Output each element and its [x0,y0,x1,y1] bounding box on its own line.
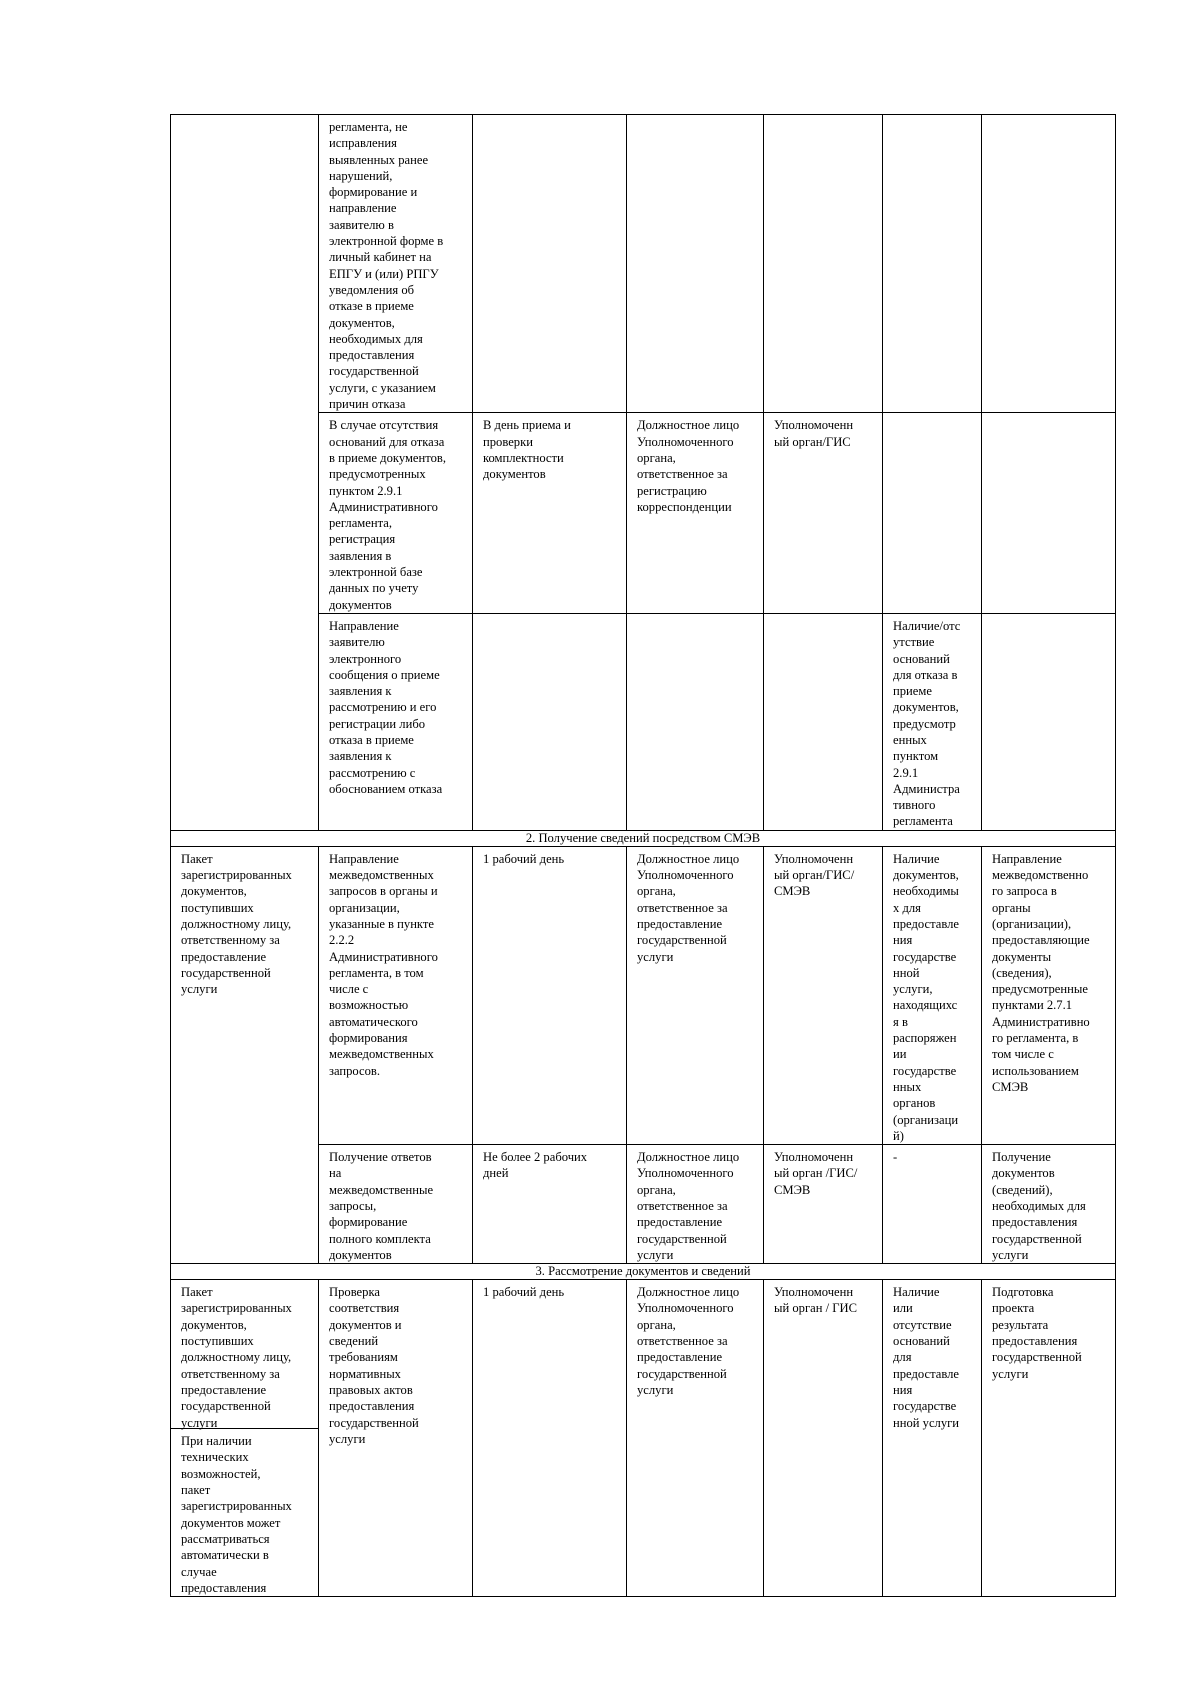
table-cell [982,115,1116,413]
cell-text: Уполномоченн ый орган/ГИС/ СМЭВ [774,851,855,899]
cell-text: Уполномоченн ый орган / ГИС [774,1285,858,1316]
cell-text: Пакет зарегистрированных документов, поступивших должностному лицу, ответственному за предоставление государственной услуги [181,851,292,997]
table-cell [319,1145,473,1264]
table-cell [764,846,883,1144]
table-cell [319,1280,473,1597]
section-title: 2. Получение сведений посредством СМЭВ [171,830,1116,846]
cell-text: Должностное лицо Уполномоченного органа, ответственное за предоставление государственной услуги [637,1285,740,1397]
table-cell [883,613,982,830]
table-cell [627,1280,764,1597]
cell-text: Направление межведомственных запросов в органы и организации, указанные в пункте 2.2.2 Административного регламента, в том числе с возможностью автоматического формирования межведомственных запросов. [329,851,438,1078]
table-cell [982,1145,1116,1264]
table-cell [982,846,1116,1144]
table-cell [473,846,627,1144]
cell-text: Наличие документов, необходимы х для предоставле ния государстве нной услуги, находящихс я в распоряжен ии государстве нных органов (организаци й) [893,851,959,1143]
cell-text: - [893,1150,898,1165]
table-cell [764,1280,883,1597]
cell-text: В день приема и проверки комплектности документов [483,418,571,482]
table-cell [473,1145,627,1264]
cell-text: Должностное лицо Уполномоченного органа, ответственное за предоставление государственной услуги [637,851,740,964]
table-cell [982,613,1116,830]
cell-text: В случае отсутствия оснований для отказа в приеме документов, предусмотренных пунктом 2.9.1 Административного регламента, регистрация заявления в электронной базе данных по учету документов [329,418,446,612]
table-cell [883,115,982,413]
table-cell [883,413,982,614]
cell-text: Подготовка проекта результата предоставления государственной услуги [992,1285,1082,1381]
cell-text: Получение документов (сведений), необходимых для предоставления государственной услуги [992,1150,1086,1262]
table-cell [171,115,319,831]
document-table [170,114,1116,1597]
table-cell [473,613,627,830]
table-cell [627,1145,764,1264]
table-cell [319,846,473,1144]
cell-text: Направление заявителю электронного сообщения о приеме заявления к рассмотрению и его регистрации либо отказа в приеме заявления к рассмотрению с обоснованием отказа [329,618,443,796]
table-row [171,846,1116,1144]
table-cell [982,1280,1116,1597]
table-cell [627,613,764,830]
cell-text: При наличии технических возможностей, пакет зарегистрированных документов может рассматриваться автоматически в случае предоставления [181,1434,292,1595]
table-cell [764,1145,883,1264]
table-cell [319,613,473,830]
cell-text: Уполномоченн ый орган /ГИС/ СМЭВ [774,1150,858,1197]
cell-text: Не более 2 рабочих дней [483,1150,588,1181]
section-title: 3. Рассмотрение документов и сведений [171,1264,1116,1280]
cell-text: Уполномоченн ый орган/ГИС [774,418,854,449]
cell-text: Должностное лицо Уполномоченного органа, ответственное за регистрацию корреспонденции [637,418,740,514]
cell-text: Пакет зарегистрированных документов, поступивших должностному лицу, ответственному за предоставление государственной услуги [171,1280,318,1429]
section-row [171,1264,1116,1280]
table-cell [883,846,982,1144]
table-row [171,1280,1116,1597]
table-cell [883,1145,982,1264]
table-row [171,115,1116,413]
table-cell [473,1280,627,1597]
cell-text: 1 рабочий день [483,1285,565,1300]
table-cell [764,413,883,614]
table-cell [473,413,627,614]
cell-text: Получение ответов на межведомственные запросы, формирование полного комплекта документов [329,1150,434,1262]
table-cell [473,115,627,413]
cell-text: Наличие или отсутствие оснований для предоставле ния государстве нной услуги [893,1285,960,1430]
table-cell [627,115,764,413]
table-cell [982,413,1116,614]
cell-text: Должностное лицо Уполномоченного органа, ответственное за предоставление государственной услуги [637,1150,740,1262]
table-cell [764,613,883,830]
cell-text: 1 рабочий день [483,851,565,866]
table-cell [171,1280,319,1597]
table-cell [627,413,764,614]
table-cell [627,846,764,1144]
cell-text: Проверка соответствия документов и сведений требованиям нормативных правовых актов предоставления государственной услуги [329,1285,419,1446]
cell-text: Наличие/отс утствие оснований для отказа в приеме документов, предусмотр енных пунктом 2.9.1 Администра тивного регламента [893,618,961,829]
cell-text: регламента, не исправления выявленных ранее нарушений, формирование и направление заявителю в электронной форме в личный кабинет на ЕПГУ и (или) РПГУ уведомления об отказе в приеме документов, необходимых для предоставления государственной услуги, с указанием причин отказа [329,120,444,412]
table-cell [319,115,473,413]
table-cell [764,115,883,413]
table-cell [171,846,319,1263]
table-cell [883,1280,982,1597]
section-row [171,830,1116,846]
table-cell [319,413,473,614]
cell-text: Направление межведомственно го запроса в органы (организации), предоставляющие документы (сведения), предусмотренные пунктами 2.7.1 Административно го регламента, в том числе с использованием СМЭВ [992,851,1090,1094]
